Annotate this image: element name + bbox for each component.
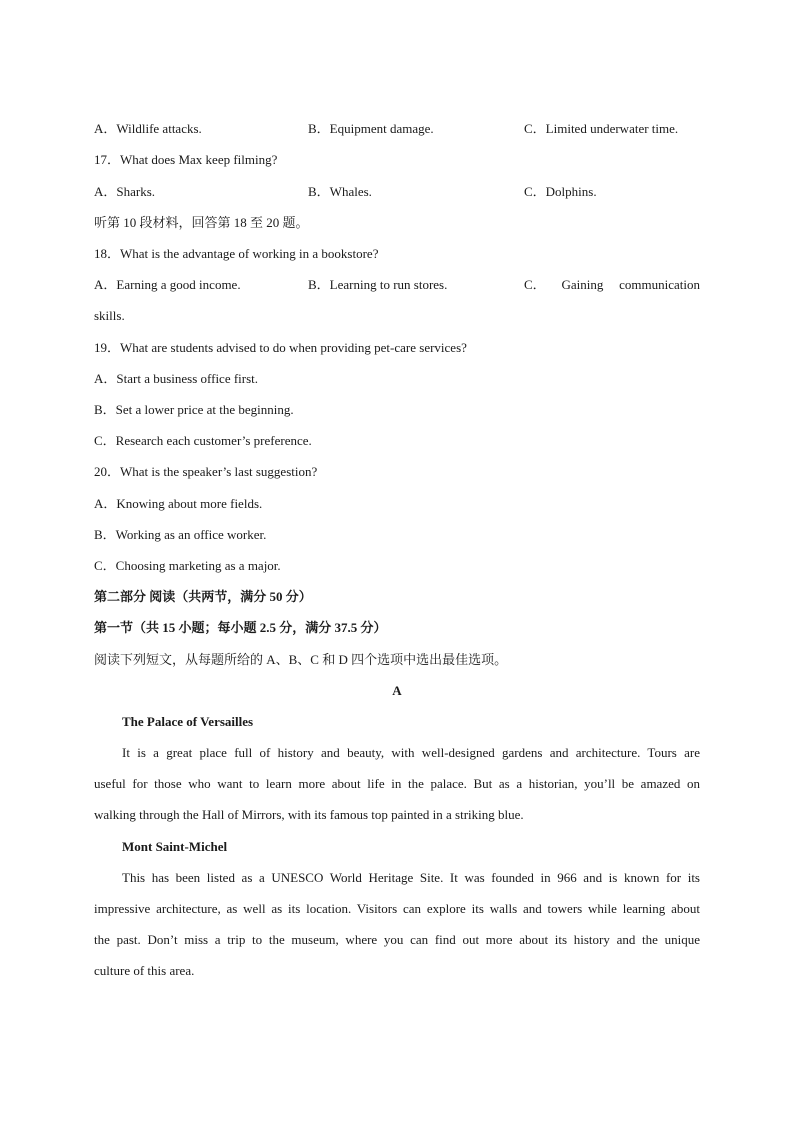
q20-option-a: A．Knowing about more fields. [94, 496, 263, 511]
section10-instruction: 听第 10 段材料，回答第 18 至 20 题。 [94, 215, 309, 230]
q18-option-b: B．Learning to run stores. [308, 277, 448, 292]
q19-option-c: C．Research each customer’s preference. [94, 433, 312, 448]
passage-label: A [392, 683, 402, 698]
q19-option-a: A．Start a business office first. [94, 371, 259, 386]
q16-option-c: C．Limited underwater time. [524, 121, 679, 136]
q18-option-a: A．Earning a good income. [94, 277, 241, 292]
saint-michel-title: Mont Saint-Michel [122, 839, 228, 854]
q17-option-c: C．Dolphins. [524, 184, 597, 199]
saint-michel-line-1: This has been listed as a UNESCO World Heritage Site. It was founded in 966 and is known for its [122, 870, 700, 885]
q18-option-c-continuation: skills. [94, 308, 125, 323]
saint-michel-line-2: impressive architecture, as well as its location. Visitors can explore its walls and towers while learning about [94, 901, 700, 916]
part2-heading: 第二部分 阅读（共两节，满分 50 分） [94, 589, 312, 604]
q16-option-b: B．Equipment damage. [308, 121, 434, 136]
q20-stem: 20．What is the speaker’s last suggestion? [94, 464, 318, 479]
versailles-title: The Palace of Versailles [122, 714, 254, 729]
q18-option-c-letter: C． [524, 277, 546, 292]
section1-heading: 第一节（共 15 小题；每小题 2.5 分，满分 37.5 分） [94, 620, 387, 635]
q18-option-c [524, 277, 700, 293]
versailles-line-2: useful for those who want to learn more about life in the palace. But as a historian, you’ll be amazed on [94, 776, 700, 791]
q18-option-c-word2: communication [619, 277, 700, 292]
versailles-line-1: It is a great place full of history and beauty, with well-designed gardens and architecture. Tours are [122, 745, 700, 760]
saint-michel-line-3: the past. Don’t miss a trip to the museum, where you can find out more about its history and the unique [94, 932, 700, 947]
q18-stem: 18．What is the advantage of working in a bookstore? [94, 246, 379, 261]
section1-instruction: 阅读下列短文，从每题所给的 A、B、C 和 D 四个选项中选出最佳选项。 [94, 652, 508, 667]
q18-option-c-word1: Gaining [561, 277, 604, 292]
versailles-line-3: walking through the Hall of Mirrors, with its famous top painted in a striking blue. [94, 807, 524, 822]
q19-option-b: B．Set a lower price at the beginning. [94, 402, 294, 417]
q19-stem: 19．What are students advised to do when providing pet-care services? [94, 340, 467, 355]
saint-michel-line-4: culture of this area. [94, 963, 195, 978]
q17-option-b: B．Whales. [308, 184, 372, 199]
q17-stem: 17．What does Max keep filming? [94, 152, 278, 167]
q17-option-a: A．Sharks. [94, 184, 156, 199]
q16-option-a: A．Wildlife attacks. [94, 121, 202, 136]
q20-option-b: B．Working as an office worker. [94, 527, 267, 542]
q20-option-c: C．Choosing marketing as a major. [94, 558, 281, 573]
